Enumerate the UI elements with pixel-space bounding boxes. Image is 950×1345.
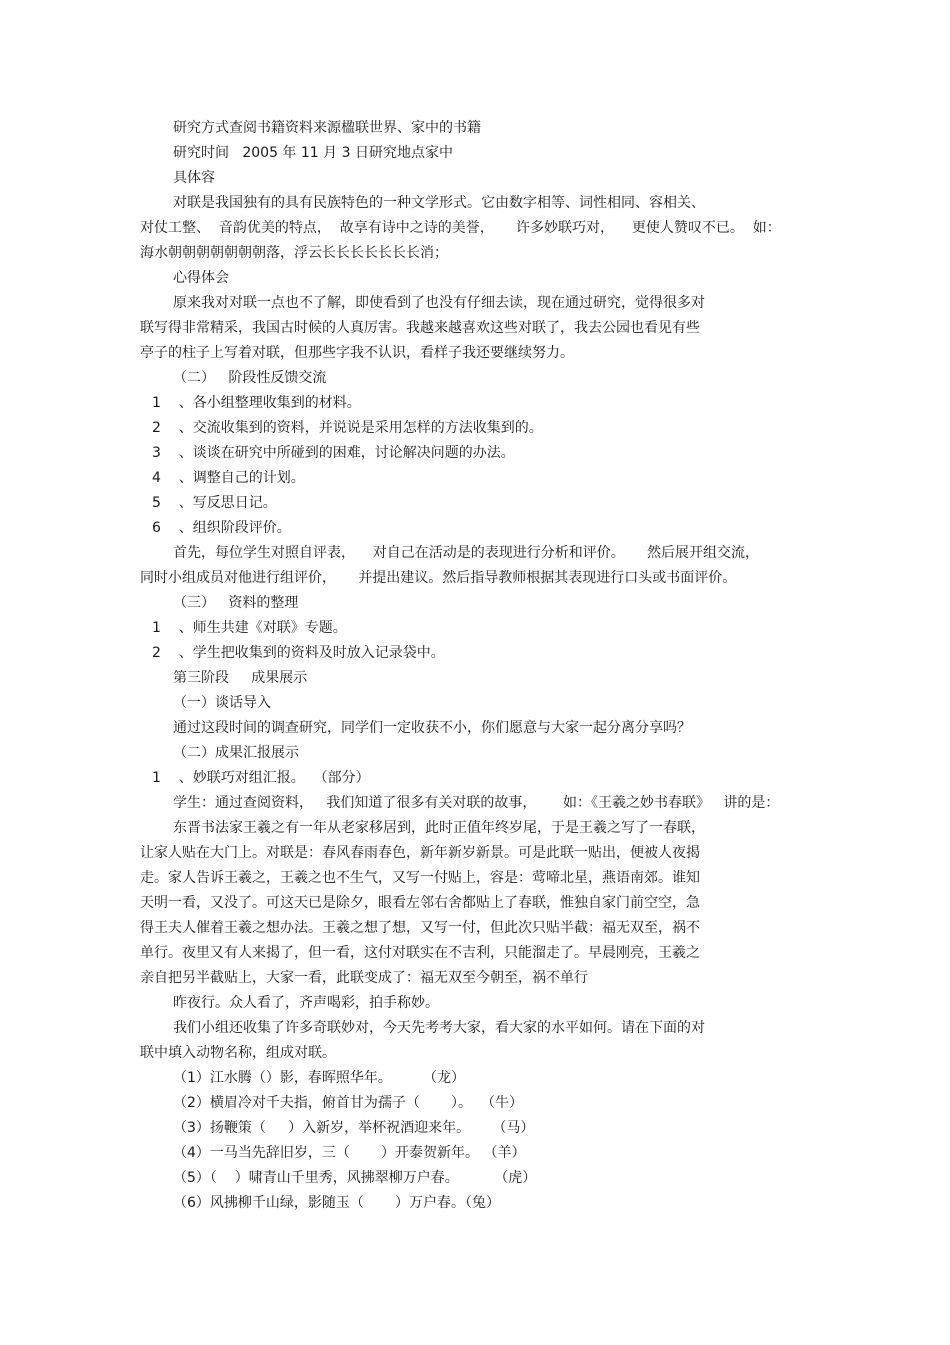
paragraph-line: 海水朝朝朝朝朝朝朝落，浮云长长长长长长长消； [140,245,448,261]
paragraph-line: 首先，每位学生对照自评表， 对自己在活动是的表现进行分析和评价。 然后展开组交流， [173,545,760,561]
text-line: 研究方式查阅书籍资料来源楹联世界、家中的书籍 [173,120,481,136]
paragraph-line: 得王夫人催着王羲之想办法。王羲之想了想，又写一付，但此次只贴半截：福无双至，祸不 [140,920,700,936]
paragraph-line: 单行。夜里又有人来揭了，但一看，这付对联实在不吉利，只能溜走了。早晨刚亮，王羲之 [140,945,700,961]
paragraph-line: 对联是我国独有的具有民族特色的一种文学形式。它由数字相等、词性相同、容相关、 [173,195,705,211]
couplet-item: （4）一马当先辞旧岁，三（ ）开泰贺新年。 （羊） [173,1145,526,1161]
paragraph-line: 原来我对对联一点也不了解，即使看到了也没有仔细去读，现在通过研究，觉得很多对 [173,295,705,311]
list-item: 4 、调整自己的计划。 [152,470,305,486]
section-heading: （二）成果汇报展示 [173,745,299,761]
paragraph-line: 对仗工整、 音韵优美的特点， 故享有诗中之诗的美誉， 许多妙联巧对， 更使人赞叹不已。 如： [140,220,781,236]
section-heading: 心得体会 [173,270,229,286]
paragraph-line: 同时小组成员对他进行组评价， 并提出建议。然后指导教师根据其表现进行口头或书面评价。 [140,570,737,586]
paragraph-line: 我们小组还收集了许多奇联妙对，今天先考考大家，看大家的水平如何。请在下面的对 [173,1020,705,1036]
couplet-item: （2）横眉冷对千夫指，俯首甘为孺子（ ）。 （牛） [173,1095,523,1111]
list-item: 1 、妙联巧对组汇报。 （部分） [152,770,370,786]
paragraph-line: 亲自把另半截贴上，大家一看，此联变成了：福无双至今朝至，祸不单行 [140,970,588,986]
list-item: 3 、谈谈在研究中所碰到的困难，讨论解决问题的办法。 [152,445,515,461]
section-heading: （一）谈话导入 [173,695,271,711]
paragraph-line: 联中填入动物名称，组成对联。 [140,1045,336,1061]
text-line: 研究时间 2005 年 11 月 3 日研究地点家中 [173,145,453,161]
list-item: 1 、师生共建《对联》专题。 [152,620,347,636]
paragraph-line: 亭子的柱子上写着对联，但那些字我不认识，看样子我还要继续努力。 [140,345,574,361]
section-heading: 第三阶段 成果展示 [173,670,308,686]
paragraph-line: 走。家人告诉王羲之，王羲之也不生气，又写一付贴上，容是：莺啼北星，燕语南郊。谁知 [140,870,700,886]
list-item: 5 、写反思日记。 [152,495,277,511]
paragraph-line: 让家人贴在大门上。对联是：春风春雨春色，新年新岁新景。可是此联一贴出，便被人夜揭 [140,845,700,861]
paragraph-line: 通过这段时间的调查研究，同学们一定收获不小，你们愿意与大家一起分离分享吗？ [173,720,691,736]
paragraph-line: 昨夜行。众人看了，齐声喝彩，拍手称妙。 [173,995,439,1011]
paragraph-line: 天明一看，又没了。可这天已是除夕，眼看左邻右舍都贴上了春联，惟独自家门前空空，急 [140,895,700,911]
couplet-item: （5）（ ）啸青山千里秀，风拂翠柳万户春。 （虎） [173,1170,537,1186]
list-item: 1 、各小组整理收集到的材料。 [152,395,361,411]
section-heading: （三） 资料的整理 [173,595,299,611]
couplet-item: （3）扬鞭策（ ）入新岁，举杯祝酒迎来年。 （马） [173,1120,535,1136]
section-heading: （二） 阶段性反馈交流 [173,370,327,386]
list-item: 2 、学生把收集到的资料及时放入记录袋中。 [152,645,445,661]
section-heading: 具体容 [173,170,215,186]
list-item: 2 、交流收集到的资料，并说说是采用怎样的方法收集到的。 [152,420,543,436]
list-item: 6 、组织阶段评价。 [152,520,291,536]
paragraph-line: 东晋书法家王羲之有一年从老家移居到，此时正值年终岁尾，于是王羲之写了一春联， [173,820,705,836]
paragraph-line: 联写得非常精采，我国古时候的人真厉害。我越来越喜欢这些对联了，我去公园也看见有些 [140,320,700,336]
paragraph-line: 学生：通过查阅资料， 我们知道了很多有关对联的故事， 如：《王羲之妙书春联》 讲的是： [173,795,780,811]
couplet-item: （1）江水腾（）影，春晖照华年。 （龙） [173,1070,466,1086]
couplet-item: （6）风拂柳千山绿，影随玉（ ）万户春。（兔） [173,1195,501,1211]
